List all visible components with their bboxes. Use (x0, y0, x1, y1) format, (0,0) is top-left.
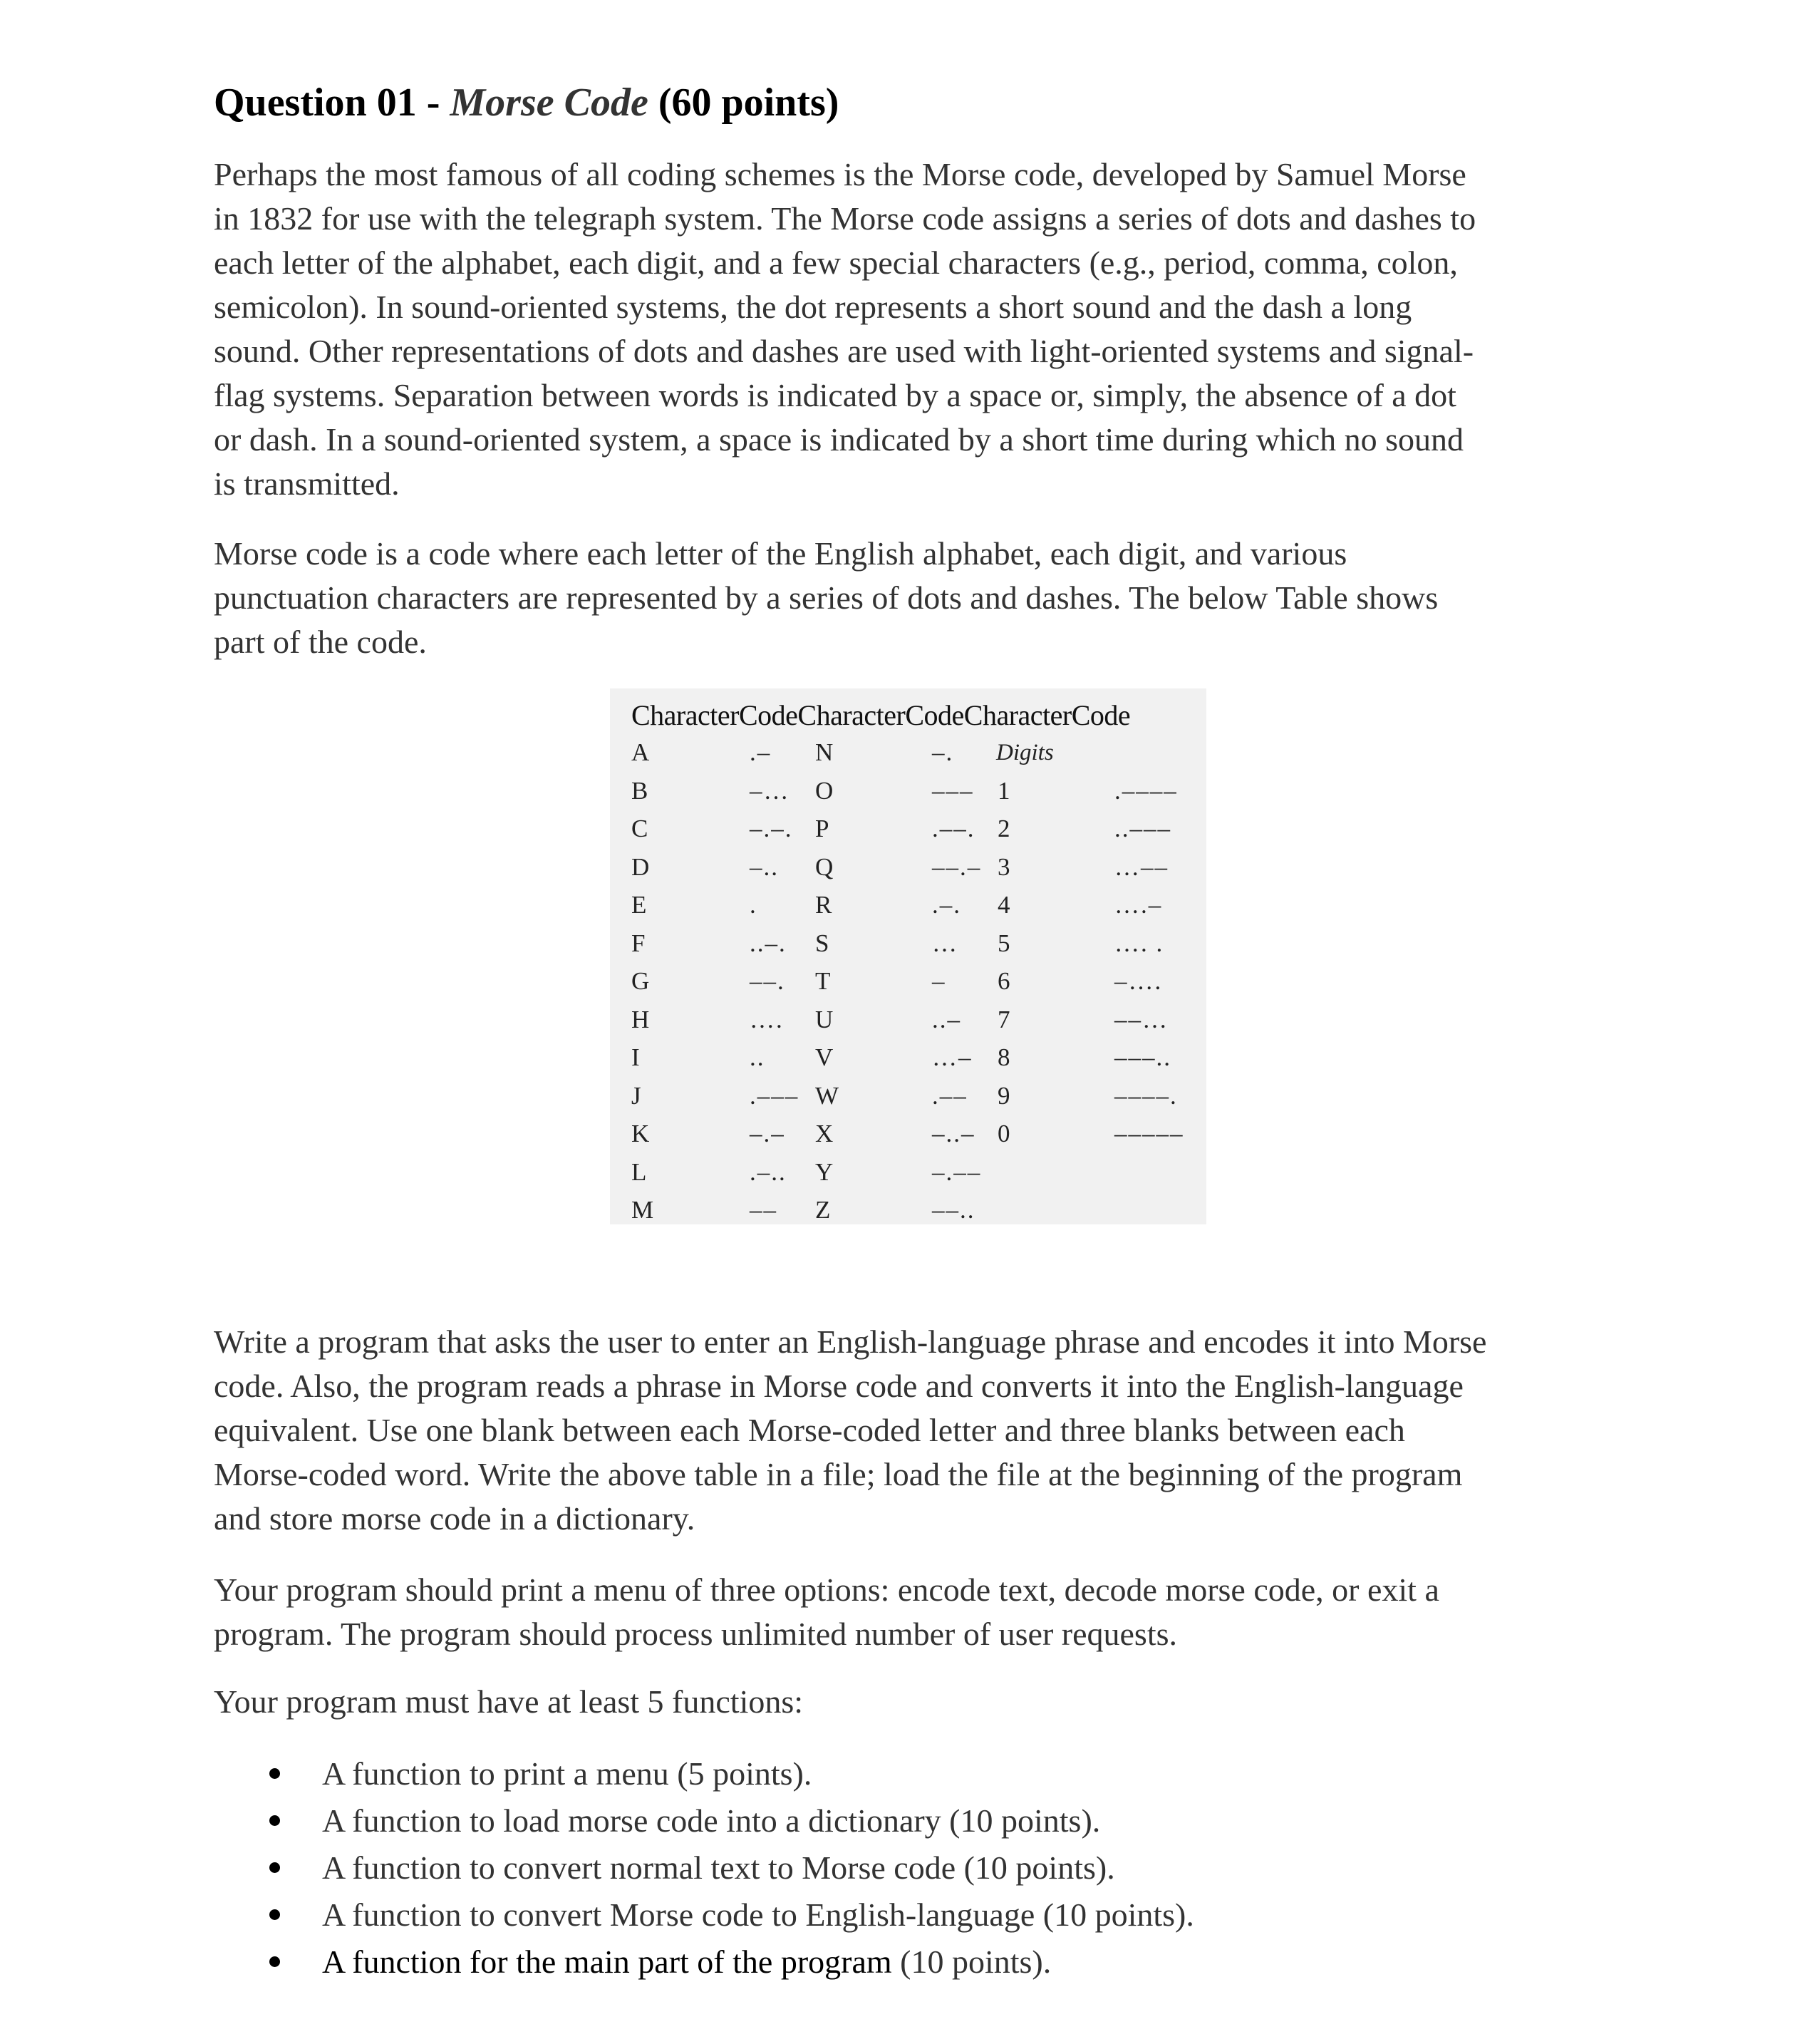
code-cell: .. (750, 1043, 765, 1071)
paragraph-line: Your program should print a menu of three options: encode text, decode morse code, or exit a (214, 1571, 1439, 1608)
bullet-icon (269, 1956, 280, 1967)
character-cell: O (815, 776, 834, 805)
paragraph-line: each letter of the alphabet, each digit, and a few special characters (e.g., period, comma, colon, (214, 244, 1458, 281)
code-cell: …–– (1114, 852, 1169, 881)
bullet-icon (269, 1909, 280, 1920)
title-points: (60 points) (648, 81, 839, 125)
code-cell: ..–. (750, 929, 787, 957)
code-cell: .–– (932, 1081, 968, 1110)
code-cell: –.–. (750, 815, 793, 842)
code-cell: ––– (932, 776, 974, 805)
character-cell: W (815, 1081, 839, 1110)
intro-paragraph (214, 153, 1625, 506)
task-paragraph (214, 1320, 1625, 1541)
character-cell: L (631, 1157, 647, 1186)
paragraph-line: part of the code. (214, 624, 427, 660)
code-cell: – (932, 967, 946, 995)
bullet-icon (269, 1768, 280, 1779)
character-cell: H (631, 1005, 650, 1033)
code-cell: ––.. (932, 1196, 975, 1224)
list-item-text: A function to print a menu (5 points). (322, 1755, 812, 1792)
code-cell: –…. (1114, 967, 1163, 995)
code-cell: –. (932, 738, 954, 766)
bullet-icon (269, 1862, 280, 1873)
paragraph-line: is transmitted. (214, 465, 400, 502)
paragraph-line: and store morse code in a dictionary. (214, 1500, 695, 1537)
digit-cell: 0 (998, 1120, 1010, 1147)
character-cell: V (815, 1043, 834, 1071)
paragraph-line: in 1832 for use with the telegraph system. The Morse code assigns a series of dots and dashes to (214, 200, 1476, 237)
code-cell: –– (750, 1196, 777, 1224)
digits-label: Digits (996, 740, 1054, 765)
list-item (214, 1797, 1625, 1844)
character-cell: G (631, 967, 650, 995)
code-cell: –––.. (1114, 1043, 1171, 1071)
character-cell: D (631, 852, 650, 881)
code-cell: ––. (750, 967, 785, 995)
code-cell: .– (750, 738, 772, 766)
character-cell: B (631, 776, 648, 805)
character-cell: J (631, 1081, 641, 1110)
paragraph-line: program. The program should process unlimited number of user requests. (214, 1616, 1178, 1652)
code-cell: .––– (750, 1081, 799, 1110)
character-cell: U (815, 1005, 834, 1033)
code-cell: … (932, 929, 958, 957)
paragraph-line: Write a program that asks the user to enter an English-language phrase and encodes it into Morse (214, 1323, 1487, 1360)
code-cell: ….– (1114, 891, 1163, 919)
character-cell: M (631, 1196, 654, 1224)
code-cell: …. (750, 1005, 784, 1033)
code-cell: –.–– (932, 1157, 982, 1186)
code-cell: .–––– (1114, 776, 1178, 805)
paragraph-line: Morse code is a code where each letter of the English alphabet, each digit, and various (214, 535, 1347, 572)
digit-cell: 5 (998, 929, 1010, 957)
digit-cell: 1 (998, 776, 1010, 805)
character-cell: T (815, 967, 831, 995)
character-cell: K (631, 1120, 650, 1147)
character-cell: P (815, 815, 829, 842)
paragraph-line: code. Also, the program reads a phrase in Morse code and converts it into the English-language (214, 1368, 1464, 1404)
character-cell: E (631, 891, 647, 919)
menu-paragraph (214, 1568, 1625, 1656)
code-cell: …– (932, 1043, 973, 1071)
functions-list (214, 1750, 1625, 1986)
question-title (214, 77, 839, 128)
code-cell: –… (750, 776, 790, 805)
title-prefix: Question 01 - (214, 81, 450, 125)
bullet-icon (269, 1815, 280, 1826)
code-cell: ––… (1114, 1005, 1169, 1033)
paragraph-line: punctuation characters are represented by a series of dots and dashes. The below Table shows (214, 579, 1439, 616)
code-cell: –.– (750, 1120, 785, 1147)
table-intro-paragraph (214, 532, 1625, 664)
list-item (214, 1891, 1625, 1939)
code-cell: .––. (932, 815, 975, 842)
digit-cell: 7 (998, 1005, 1010, 1033)
digit-cell: 4 (998, 891, 1010, 919)
paragraph-line: Morse-coded word. Write the above table in a file; load the file at the beginning of the program (214, 1456, 1463, 1492)
title-topic: Morse Code (450, 81, 648, 125)
list-item-text: (10 points). (891, 1944, 1052, 1980)
list-item-text: A function to convert normal text to Morse code (10 points). (322, 1849, 1115, 1886)
digit-cell: 3 (998, 852, 1010, 881)
character-cell: R (815, 891, 832, 919)
list-item (214, 1750, 1625, 1797)
paragraph-line: or dash. In a sound-oriented system, a space is indicated by a short time during which no sound (214, 421, 1464, 458)
character-cell: I (631, 1043, 640, 1071)
paragraph-line: semicolon). In sound-oriented systems, the dot represents a short sound and the dash a long (214, 289, 1412, 325)
code-cell: ..––– (1114, 815, 1171, 842)
paragraph-line: Your program must have at least 5 functions: (214, 1683, 804, 1720)
digit-cell: 8 (998, 1043, 1010, 1071)
functions-intro (214, 1680, 1625, 1724)
code-cell: –.. (750, 852, 779, 881)
character-cell: C (631, 815, 648, 842)
paragraph-line: Perhaps the most famous of all coding schemes is the Morse code, developed by Samuel Morse (214, 156, 1466, 192)
paragraph-line: equivalent. Use one blank between each Morse-coded letter and three blanks between each (214, 1412, 1405, 1448)
code-cell: .–.. (750, 1157, 787, 1186)
list-item (214, 1844, 1625, 1891)
code-cell: ––––. (1114, 1081, 1178, 1110)
character-cell: S (815, 929, 829, 957)
code-cell: . (750, 891, 757, 919)
code-cell: ––––– (1114, 1120, 1184, 1147)
table-header: CharacterCodeCharacterCodeCharacterCode (631, 699, 1131, 731)
list-item-text: A function to convert Morse code to English-language (10 points). (322, 1896, 1194, 1933)
code-cell: .–. (932, 891, 961, 919)
code-cell: –..– (932, 1120, 975, 1147)
digit-cell: 2 (998, 815, 1010, 842)
character-cell: Z (815, 1196, 831, 1224)
list-item-text: A function to load morse code into a dictionary (10 points). (322, 1802, 1101, 1839)
character-cell: Y (815, 1157, 834, 1186)
paragraph-line: flag systems. Separation between words is indicated by a space or, simply, the absence of a dot (214, 377, 1456, 413)
code-cell: …. . (1114, 929, 1164, 957)
character-cell: Q (815, 852, 834, 881)
digit-cell: 6 (998, 967, 1010, 995)
character-cell: X (815, 1120, 834, 1147)
morse-code-table (610, 688, 1206, 1224)
list-item-emphasis: A function for the main part of the program (322, 1944, 892, 1980)
digit-cell: 9 (998, 1081, 1010, 1110)
code-cell: ..– (932, 1005, 961, 1033)
character-cell: F (631, 929, 646, 957)
code-cell: ––.– (932, 852, 982, 881)
paragraph-line: sound. Other representations of dots and dashes are used with light-oriented systems and signal- (214, 333, 1474, 369)
character-cell: N (815, 738, 834, 766)
character-cell: A (631, 738, 650, 766)
list-item (214, 1939, 1625, 1986)
